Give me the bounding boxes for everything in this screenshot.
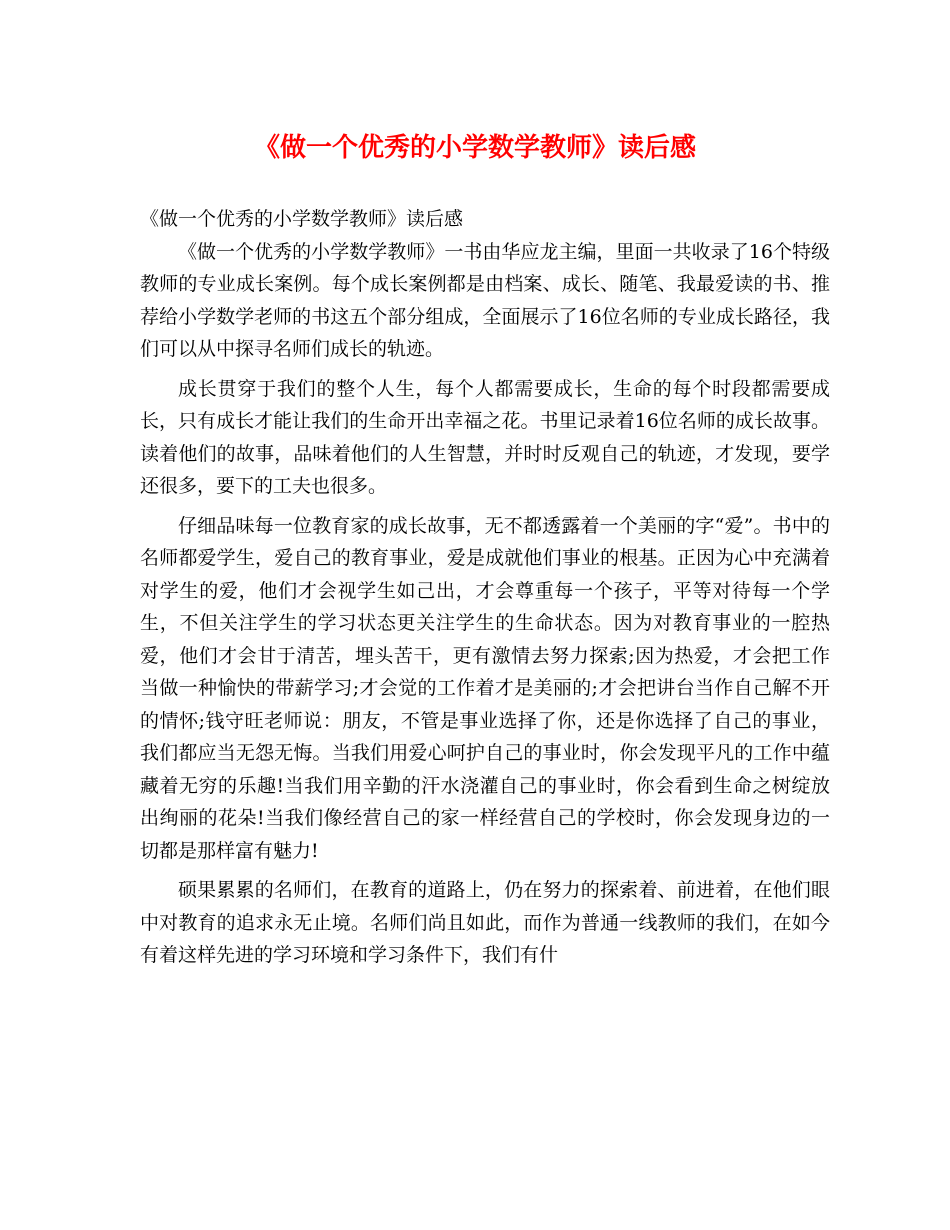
document-body — [140, 203, 830, 972]
document-subtitle: 《做一个优秀的小学数学教师》读后感 — [140, 208, 464, 230]
paragraph-4: 硕果累累的名师们，在教育的道路上，仍在努力的探索着、前进着，在他们眼中对教育的追求永无止境。名师们尚且如此，而作为普通一线教师的我们，在如今有着这样先进的学习环境和学习条件下，我们有什 — [140, 879, 830, 966]
paragraph-2: 成长贯穿于我们的整个人生，每个人都需要成长，生命的每个时段都需要成长，只有成长才能让我们的生命开出幸福之花。书里记录着16位名师的成长故事。读着他们的故事，品味着他们的人生智慧，并时时反观自己的轨迹，才发现，要学还很多，要下的工夫也很多。 — [140, 377, 830, 497]
document-title: 《做一个优秀的小学数学教师》读后感 — [253, 133, 696, 163]
paragraph-1: 《做一个优秀的小学数学教师》一书由华应龙主编，里面一共收录了16个特级教师的专业成长案例。每个成长案例都是由档案、成长、随笔、我最爱读的书、推荐给小学数学老师的书这五个部分组成，全面展示了16位名师的专业成长路径，我们可以从中探寻名师们成长的轨迹。 — [140, 240, 830, 360]
paragraph-3: 仔细品味每一位教育家的成长故事，无不都透露着一个美丽的字“爱”。书中的名师都爱学生，爱自己的教育事业，爱是成就他们事业的根基。正因为心中充满着对学生的爱，他们才会视学生如己出，才会尊重每一个孩子，平等对待每一个学生，不但关注学生的学习状态更关注学生的生命状态。因为对教育事业的一腔热爱，他们才会甘于清苦，埋头苦干，更有激情去努力探索;因为热爱，才会把工作当做一种愉快的带薪学习;才会觉的工作着才是美丽的;才会把讲台当作自己解不开的情怀;钱守旺老师说：朋友，不管是事业选择了你，还是你选择了自己的事业，我们都应当无怨无悔。当我们用爱心呵护自己的事业时，你会发现平凡的工作中蕴藏着无穷的乐趣!当我们用辛勤的汗水浇灌自己的事业时，你会看到生命之树绽放出绚丽的花朵!当我们像经营自己的家一样经营自己的学校时，你会发现身边的一切都是那样富有魅力! — [140, 514, 830, 862]
